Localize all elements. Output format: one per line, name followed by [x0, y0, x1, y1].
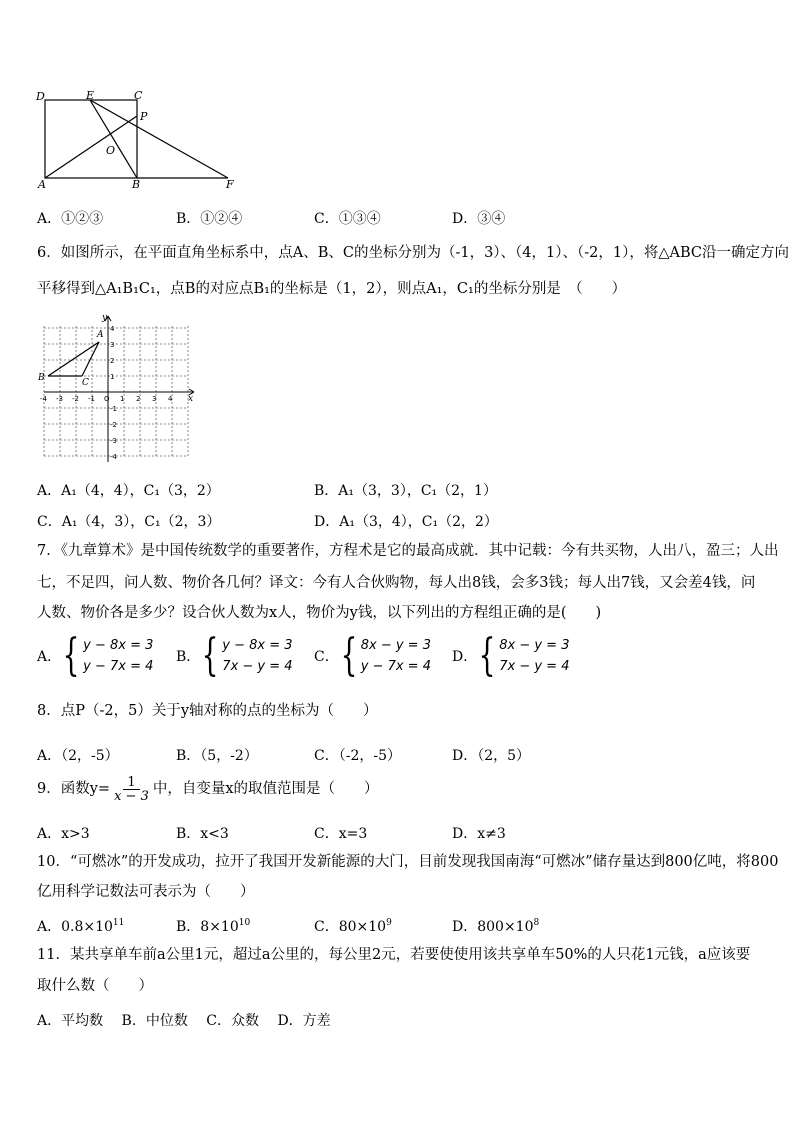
q8-stem: 8．点P（-2，5）关于y轴对称的点的坐标为（ ） [37, 703, 378, 719]
fraction-numerator: 1 [123, 776, 139, 790]
x-tick-label: -2 [72, 395, 79, 403]
option-text: D．800×10 [452, 919, 534, 935]
y-tick-label: -2 [110, 421, 117, 429]
equation: 7x − y = 4 [499, 659, 570, 674]
q11-stem-line1: 11．某共享单车前a公里1元，超过a公里的，每公里2元，若要使使用该共享单车50%的人只花1元钱，a应该要 [37, 947, 751, 963]
label-b: B [132, 178, 141, 191]
option-text: C．80×10 [314, 919, 387, 935]
coordinate-grid-q6 [38, 312, 198, 464]
label-a: A [38, 178, 46, 191]
label-o: O [106, 144, 116, 157]
brace-icon: { [478, 630, 496, 681]
option-text: A．0.8×10 [37, 919, 113, 935]
label-e: E [86, 89, 95, 102]
geometry-figure-q5 [30, 86, 250, 196]
x-tick-label: -1 [88, 395, 95, 403]
q7-option-c[interactable] [314, 630, 431, 681]
q6-option-b[interactable]: B．A₁（3，3），C₁（2，1） [314, 483, 497, 499]
exponent: 9 [386, 918, 392, 928]
y-tick-label: 1 [110, 373, 115, 381]
q8-option-b[interactable]: B．（5，-2） [176, 748, 258, 764]
x-tick-label: 3 [152, 395, 157, 403]
fraction-denominator: x − 3 [114, 789, 149, 804]
q8-option-a[interactable]: A．（2，-5） [37, 748, 119, 764]
q5-option-c[interactable]: C．①③④ [314, 211, 381, 227]
q8-option-d[interactable]: D．（2，5） [452, 748, 531, 764]
label-c: C [134, 89, 143, 102]
brace-icon: { [340, 630, 358, 681]
q6-option-d[interactable]: D．A₁（3，4），C₁（2，2） [314, 514, 498, 530]
equation: y − 8x = 3 [222, 638, 293, 653]
q6-option-a[interactable]: A．A₁（4，4），C₁（3，2） [37, 483, 220, 499]
q9-stem-before: 9．函数y= [37, 781, 111, 798]
equation: 8x − y = 3 [499, 638, 570, 653]
brace-icon: { [62, 630, 80, 681]
q6-stem-line1: 6．如图所示，在平面直角坐标系中，点A、B、C的坐标分别为（-1，3）、（4，1）、（-2，1），将△ABC沿一确定方向 [37, 245, 789, 261]
y-tick-label: -4 [110, 453, 117, 461]
equation: y − 8x = 3 [83, 638, 154, 653]
q7-stem-line1: 7．《九章算术》是中国传统数学的重要著作，方程术是它的最高成就．其中记载：今有共买物，人出八，盈三；人出 [37, 543, 779, 559]
q5-option-b[interactable]: B．①②④ [176, 211, 243, 227]
y-tick-label: 2 [110, 357, 115, 365]
q6-stem-line2: 平移得到△A₁B₁C₁，点B的对应点B₁的坐标是（1，2），则点A₁，C₁的坐标分别是 （ ） [37, 281, 627, 297]
exponent: 10 [238, 918, 251, 928]
q7-option-b[interactable] [176, 630, 293, 681]
y-tick-label: -1 [110, 405, 117, 413]
equation: 8x − y = 3 [360, 638, 431, 653]
y-tick-label: 4 [110, 325, 115, 333]
axis-x-label: x [188, 394, 194, 404]
x-tick-label: -3 [56, 395, 63, 403]
q9-stem-after: 中，自变量x的取值范围是（ ） [152, 781, 379, 798]
option-label: C． [314, 649, 339, 665]
q6-option-c[interactable]: C．A₁（4，3），C₁（2，3） [37, 514, 221, 530]
label-p: P [140, 110, 148, 123]
x-tick-label: O [104, 395, 110, 403]
q5-option-a[interactable]: A．①②③ [37, 211, 104, 227]
label-d: D [36, 90, 45, 103]
option-label: B． [176, 649, 201, 665]
q10-option-b[interactable] [176, 916, 250, 936]
option-text: B．8×10 [176, 919, 239, 935]
q7-stem-line2: 七，不足四，问人数、物价各几何？译文：今有人合伙购物，每人出8钱，会多3钱；每人出7钱，又会差4钱，问 [37, 575, 756, 591]
q10-stem-line1: 10．“可燃冰”的开发成功，拉开了我国开发新能源的大门，目前发现我国南海“可燃冰”储存量达到800亿吨，将800 [37, 854, 779, 870]
q10-option-c[interactable] [314, 916, 392, 936]
q11-options[interactable]: A．平均数 B．中位数 C．众数 D．方差 [37, 1013, 331, 1029]
axis-y-label: y [102, 313, 108, 323]
x-tick-label: -4 [40, 395, 47, 403]
x-tick-label: 2 [136, 395, 141, 403]
q7-option-d[interactable] [452, 630, 570, 681]
point-c-label: C [82, 378, 89, 388]
label-f: F [226, 178, 234, 191]
q10-option-a[interactable] [37, 916, 124, 936]
q8-option-c[interactable]: C．（-2，-5） [314, 748, 401, 764]
option-label: A． [37, 649, 62, 665]
equation: y − 7x = 4 [360, 659, 431, 674]
option-label: D． [452, 649, 478, 665]
brace-icon: { [201, 630, 219, 681]
q5-option-d[interactable]: D．③④ [452, 211, 506, 227]
q10-stem-line2: 亿用科学记数法可表示为（ ） [37, 884, 255, 900]
equation: y − 7x = 4 [83, 659, 154, 674]
q7-option-a[interactable] [37, 630, 154, 681]
q9-option-a[interactable]: A．x>3 [37, 826, 90, 842]
q7-stem-line3: 人数、物价各是多少？设合伙人数为x人，物价为y钱，以下列出的方程组正确的是( ) [37, 605, 602, 621]
x-tick-label: 1 [120, 395, 125, 403]
y-tick-label: 3 [110, 341, 115, 349]
q11-stem-line2: 取什么数（ ） [37, 978, 153, 994]
q9-option-b[interactable]: B．x<3 [176, 826, 229, 842]
exponent: 11 [112, 918, 125, 928]
q10-option-d[interactable] [452, 916, 539, 936]
fraction [112, 776, 151, 803]
point-a-label: A [97, 330, 104, 340]
q9-stem [37, 776, 379, 803]
q9-option-c[interactable]: C．x=3 [314, 826, 368, 842]
x-tick-label: 4 [168, 395, 173, 403]
q9-option-d[interactable]: D．x≠3 [452, 826, 506, 842]
exponent: 8 [533, 918, 540, 928]
point-b-label: B [38, 373, 45, 383]
equation: 7x − y = 4 [222, 659, 293, 674]
y-tick-label: -3 [110, 437, 117, 445]
